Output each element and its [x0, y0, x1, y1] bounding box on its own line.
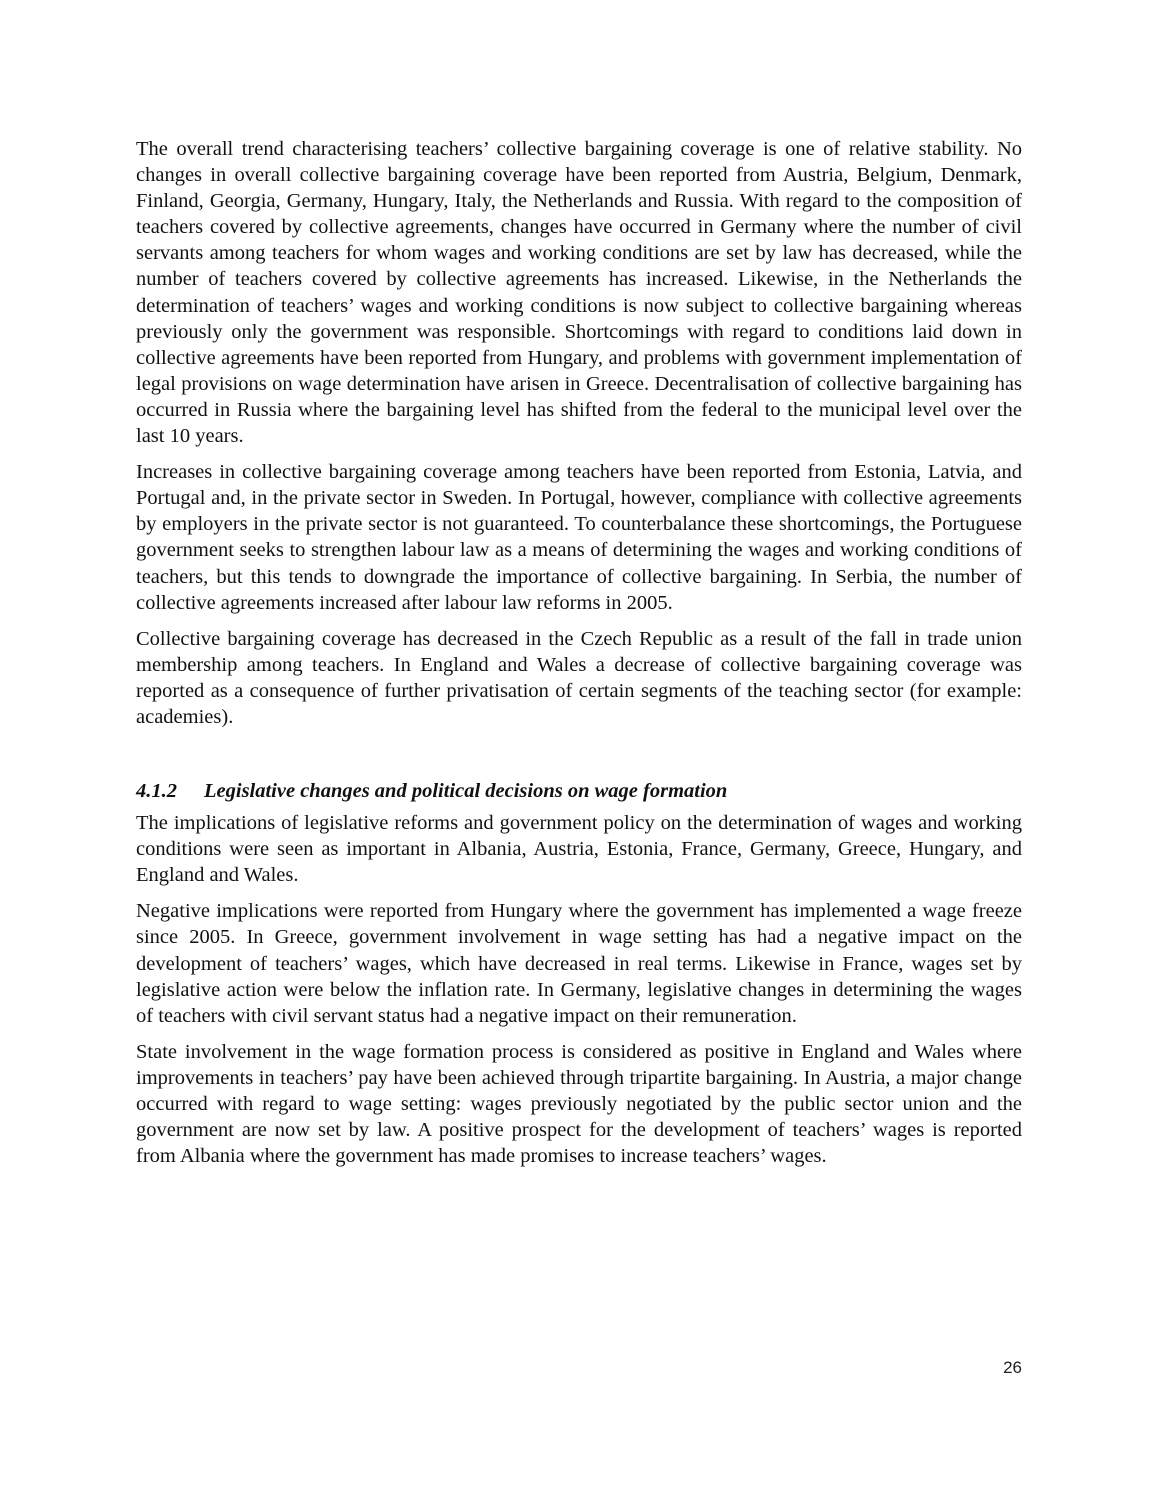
paragraph-relative-stability: The overall trend characterising teachers’ collective bargaining coverage is one of relative stability. No changes in overall collective bargaining coverage have been reported from Austria, Belgium, Denmark, Finland, Georgia, Germany, Hungary, Italy, the Netherlands and Russia. With regard to the composition of teachers covered by collective agreements, changes have occurred in Germany where the number of civil servants among teachers for whom wages and working conditions are set by law has decreased, while the number of teachers covered by collective agreements has increased. Likewise, in the Netherlands the determination of teachers’ wages and working conditions is now subject to collective bargaining whereas previously only the government was responsible. Shortcomings with regard to conditions laid down in collective agreements have been reported from Hungary, and problems with government implementation of legal provisions on wage determination have arisen in Greece. Decentralisation of collective bargaining has occurred in Russia where the bargaining level has shifted from the federal to the municipal level over the last 10 years.	[136, 138, 1022, 448]
section-number: 4.1.2	[136, 780, 177, 803]
document-page	[136, 136, 1022, 1179]
paragraph-coverage-decreases: Collective bargaining coverage has decreased in the Czech Republic as a result of the fall in trade union membership among teachers. In England and Wales a decrease of collective bargaining coverage was reported as a consequence of further privatisation of certain segments of the teaching sector (for example: academies).	[136, 627, 1022, 728]
section-title: Legislative changes and political decisions on wage formation	[204, 780, 728, 803]
paragraph-state-involvement: State involvement in the wage formation process is considered as positive in England and Wales where improvements in teachers’ pay have been achieved through tripartite bargaining. In Austria, a major change occurred with regard to wage setting: wages previously negotiated by the public sector union and the government are now set by law. A positive prospect for the development of teachers’ wages is reported from Albania where the government has made promises to increase teachers’ wages.	[136, 1040, 1022, 1168]
page-number: 26	[1003, 1358, 1022, 1377]
paragraph-legislative-implications: The implications of legislative reforms and government policy on the determination of wages and working conditions were seen as important in Albania, Austria, Estonia, France, Germany, Greece, Hungary, and England and Wales.	[136, 812, 1022, 887]
paragraph-negative-implications: Negative implications were reported from Hungary where the government has implemented a wage freeze since 2005. In Greece, government involvement in wage setting has had a negative impact on the development of teachers’ wages, which have decreased in real terms. Likewise in France, wages set by legislative action were below the inflation rate. In Germany, legislative changes in determining the wages of teachers with civil servant status had a negative impact on their remuneration.	[136, 900, 1022, 1027]
paragraph-coverage-increases: Increases in collective bargaining coverage among teachers have been reported from Estonia, Latvia, and Portugal and, in the private sector in Sweden. In Portugal, however, compliance with collective agreements by employers in the private sector is not guaranteed. To counterbalance these shortcomings, the Portuguese government seeks to strengthen labour law as a means of determining the wages and working conditions of teachers, but this tends to downgrade the importance of collective bargaining. In Serbia, the number of collective agreements increased after labour law reforms in 2005.	[136, 461, 1022, 614]
section-heading	[136, 778, 1022, 804]
